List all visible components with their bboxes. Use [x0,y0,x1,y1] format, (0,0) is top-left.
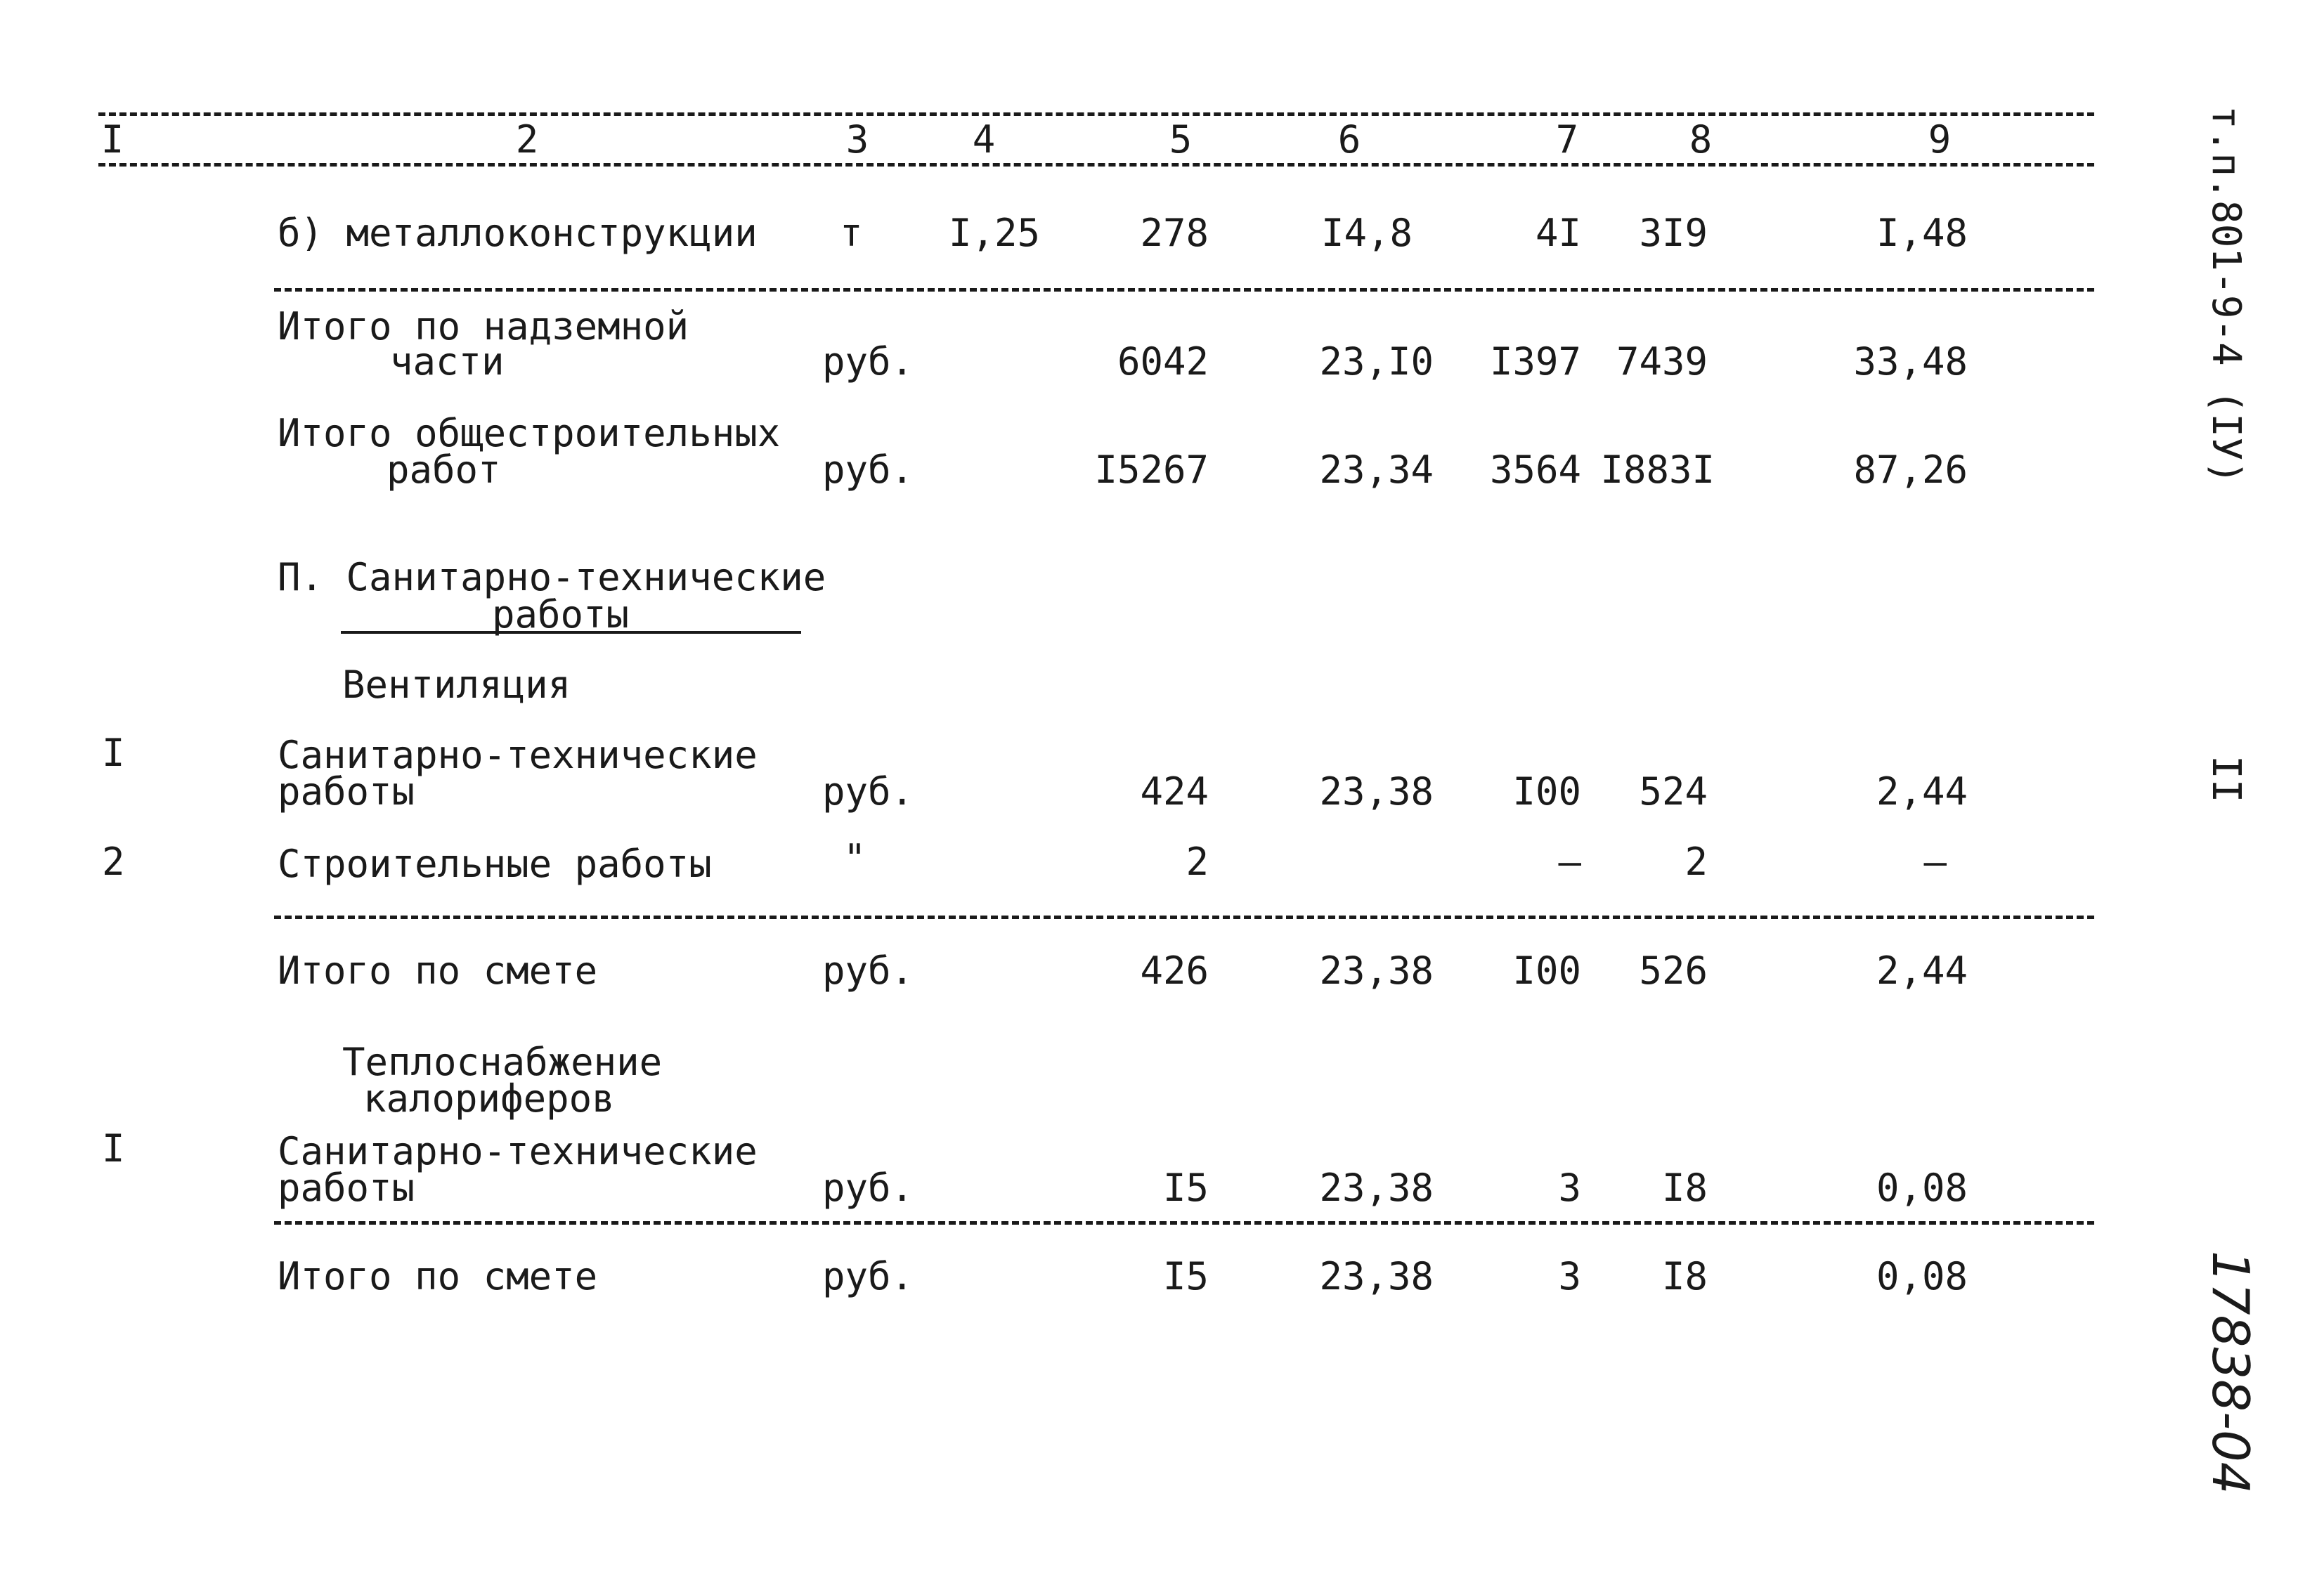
row-number: I [102,1126,125,1171]
row-name-cont: части [390,339,505,384]
row-col8: 526 [1639,949,1708,993]
row-col5: I5 [1162,1254,1209,1298]
row-col7: 3 [1558,1254,1581,1298]
subsection-title: Теплоснабжение [342,1040,663,1084]
row-col9: 2,44 [1876,769,1968,814]
page-number: II [2203,755,2249,803]
row-col7: I00 [1512,949,1581,993]
row-col5: I5267 [1094,448,1209,492]
row-col8: 3I9 [1639,211,1708,255]
row-col7: I00 [1512,769,1581,814]
row-col9: 87,26 [1853,448,1968,492]
col-header-5: 5 [1169,117,1193,162]
header-top-rule [98,112,2094,116]
row-col9: – [1923,840,1947,884]
row-name: Итого по смете [278,949,598,993]
section-title-cont: работы [492,592,630,637]
row-col7: 3564 [1489,448,1581,492]
row-number: 2 [102,840,125,884]
row-col9: 0,08 [1876,1254,1968,1298]
row-name: б) металлоконструкции [278,211,758,255]
document-code: т.п.801-9-4 (IУ) [2203,105,2249,485]
section-underline [341,631,801,634]
row-name-cont: работы [278,769,415,814]
row-unit: руб. [822,949,914,993]
row-col7: I397 [1489,339,1581,384]
row-col6: 23,34 [1319,448,1434,492]
row-col6: 23,38 [1319,769,1434,814]
row-unit: руб. [822,448,914,492]
row-unit: руб. [822,1254,914,1298]
row-col8: I883I [1600,448,1715,492]
row-unit: руб. [822,769,914,814]
row-name: Строительные работы [278,842,712,886]
header-bottom-rule [98,163,2094,167]
row-col8: 2 [1684,840,1708,884]
row-col5: 6042 [1117,339,1209,384]
row-col8: I8 [1661,1254,1708,1298]
subtotal-rule [274,916,2094,919]
row-col9: 0,08 [1876,1166,1968,1210]
row-col5: 424 [1140,769,1209,814]
row-col6: 23,38 [1319,1254,1434,1298]
row-name: Санитарно-технические [278,1129,758,1173]
row-col5: 2 [1186,840,1209,884]
col-header-3: 3 [845,117,869,162]
row-col8: 7439 [1616,339,1708,384]
row-col4: I,25 [948,211,1040,255]
row-col9: 2,44 [1876,949,1968,993]
row-col6: 23,38 [1319,1166,1434,1210]
row-col6: 23,I0 [1319,339,1434,384]
row-col7: – [1558,840,1581,884]
col-header-8: 8 [1689,117,1713,162]
row-unit: руб. [822,339,914,384]
subtotal-rule [274,288,2094,292]
row-col5: I5 [1162,1166,1209,1210]
row-unit: " [843,836,866,880]
row-col6: I4,8 [1320,211,1413,255]
row-number: I [102,731,125,775]
col-header-2: 2 [515,117,539,162]
col-header-4: 4 [972,117,996,162]
archive-stamp: 17838-04 [2201,1251,2260,1494]
row-col9: 33,48 [1853,339,1968,384]
row-col5: 426 [1140,949,1209,993]
subsection-title-cont: калориферов [363,1076,615,1121]
col-header-9: 9 [1928,117,1952,162]
col-header-7: 7 [1555,117,1579,162]
row-col6: 23,38 [1319,949,1434,993]
row-name-cont: работы [278,1166,415,1210]
row-col7: 3 [1558,1166,1581,1210]
row-col8: 524 [1639,769,1708,814]
row-col5: 278 [1140,211,1209,255]
subsection-title: Вентиляция [342,663,571,707]
col-header-6: 6 [1337,117,1361,162]
row-name: Санитарно-технические [278,733,758,777]
col-header-1: I [100,117,124,162]
row-unit: руб. [822,1166,914,1210]
row-col7: 4I [1535,211,1581,255]
row-name-cont: работ [387,448,501,492]
row-col9: I,48 [1876,211,1968,255]
row-unit: т [840,211,863,255]
subtotal-rule [274,1221,2094,1225]
row-name: Итого общестроительных [278,411,781,455]
row-name: Итого по надземной [278,304,689,349]
section-title: П. Санитарно-технические [278,555,826,599]
row-col8: I8 [1661,1166,1708,1210]
row-name: Итого по смете [278,1254,598,1298]
